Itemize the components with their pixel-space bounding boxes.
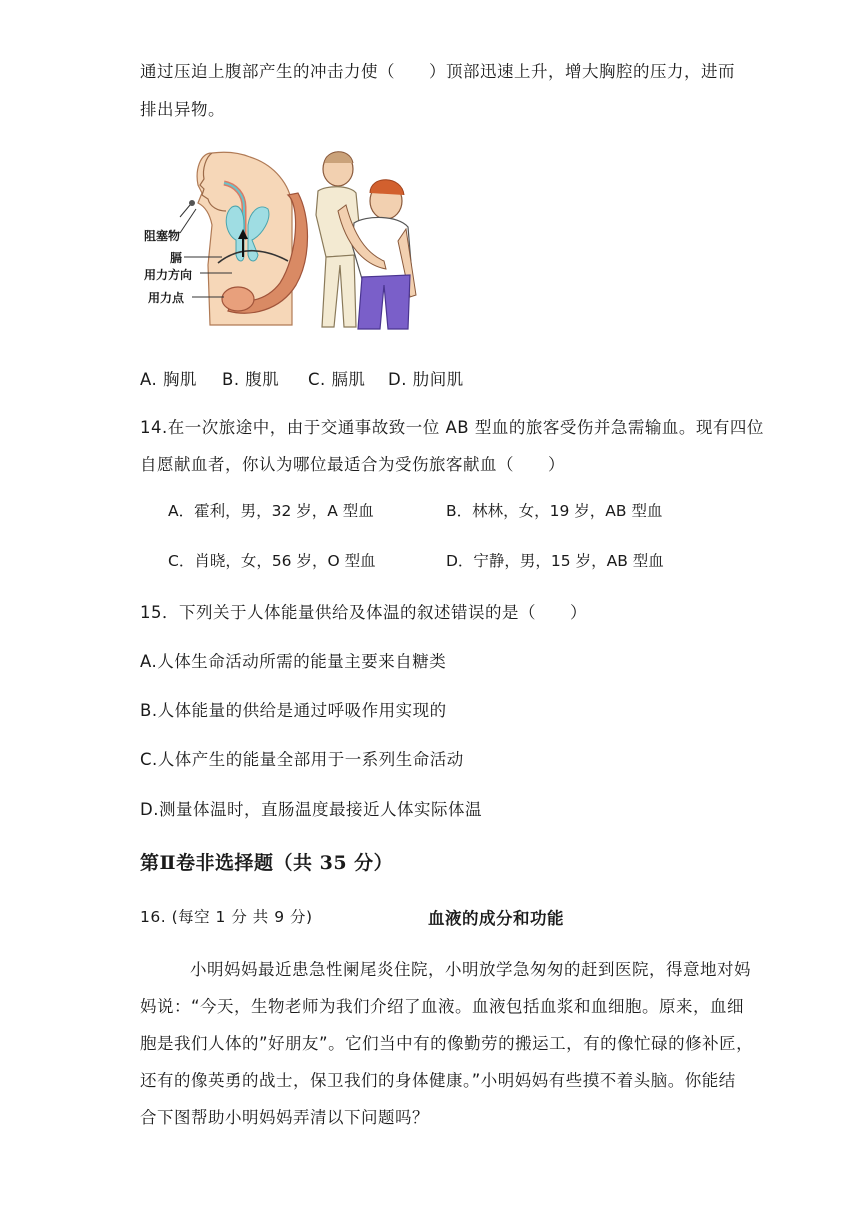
- q16-paragraph-line5: 合下图帮助小明妈妈弄清以下问题吗？: [140, 1108, 429, 1127]
- label-obstruction: 阻塞物: [144, 229, 181, 243]
- label-force-point: 用力点: [148, 291, 185, 305]
- q16-paragraph-line4: 还有的像英勇的战士，保卫我们的身体健康。”小明妈妈有些摸不着头脑。你能结: [140, 1071, 736, 1090]
- q16-paragraph-line1: 小明妈妈最近患急性阑尾炎住院，小明放学急匆匆的赶到医院，得意地对妈: [190, 960, 751, 979]
- q13-option-b: B. 腹肌: [222, 370, 280, 389]
- q13-option-a: A. 胸肌: [140, 370, 197, 389]
- q16-paragraph-line2: 妈说：“今天，生物老师为我们介绍了血液。血液包括血浆和血细胞。原来，血细: [140, 997, 745, 1016]
- q15-option-b: B.人体能量的供给是通过呼吸作用实现的: [140, 701, 447, 720]
- label-force-direction: 用力方向: [144, 268, 193, 282]
- q14-option-a: A．霍利，男，32 岁，A 型血: [168, 502, 374, 520]
- q14-stem-line2: 自愿献血者，你认为哪位最适合为受伤旅客献血（ ）: [140, 455, 565, 474]
- q16-score: 16. (每空 1 分 共 9 分): [140, 908, 313, 926]
- q15-option-c: C.人体产生的能量全部用于一系列生命活动: [140, 750, 464, 769]
- label-diaphragm: 膈: [170, 251, 183, 265]
- q16-paragraph-line3: 胞是我们人体的”好朋友”。它们当中有的像勤劳的搬运工，有的像忙碌的修补匠，: [140, 1034, 754, 1053]
- q14-option-d: D．宁静，男，15 岁，AB 型血: [446, 552, 664, 570]
- q13-stem-line1: 通过压迫上腹部产生的冲击力使（ ）顶部迅速上升，增大胸腔的压力，进而: [140, 62, 735, 81]
- q14-option-c: C．肖晓，女，56 岁，O 型血: [168, 552, 376, 570]
- section-heading: 第Ⅱ卷非选择题（共 35 分）: [140, 852, 394, 874]
- q16-title: 血液的成分和功能: [428, 909, 564, 928]
- q13-stem-line2: 排出异物。: [140, 100, 225, 119]
- q14-option-b: B．林林，女，19 岁，AB 型血: [446, 502, 663, 520]
- heimlich-illustration: [140, 145, 420, 335]
- q15-option-a: A.人体生命活动所需的能量主要来自糖类: [140, 652, 447, 671]
- q13-option-d: D. 肋间肌: [388, 370, 464, 389]
- q13-option-c: C. 膈肌: [308, 370, 366, 389]
- q15-option-d: D.测量体温时，直肠温度最接近人体实际体温: [140, 800, 482, 819]
- q15-stem: 15．下列关于人体能量供给及体温的叙述错误的是（ ）: [140, 603, 587, 622]
- q14-stem-line1: 14.在一次旅途中，由于交通事故致一位 AB 型血的旅客受伤并急需输血。现有四位: [140, 418, 764, 437]
- heimlich-figure: [140, 145, 420, 335]
